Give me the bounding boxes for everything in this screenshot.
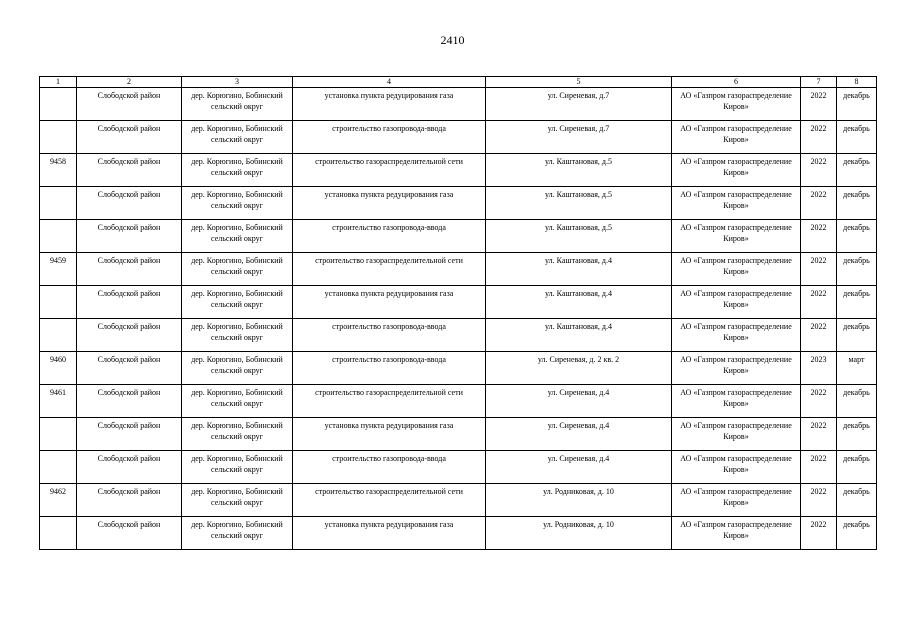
table-row	[40, 220, 877, 253]
year-cell: 2022	[801, 187, 837, 220]
month-cell: декабрь	[837, 418, 877, 451]
address-cell: ул. Сиреневая, д.4	[486, 451, 672, 484]
row-number-cell	[40, 451, 77, 484]
district-cell: Слободской район	[77, 286, 182, 319]
table-row	[40, 154, 877, 187]
organization-cell: АО «Газпром газораспределение Киров»	[672, 88, 801, 121]
table-row	[40, 418, 877, 451]
organization-cell: АО «Газпром газораспределение Киров»	[672, 451, 801, 484]
col-header: 5	[486, 77, 672, 88]
row-number-cell	[40, 319, 77, 352]
organization-cell: АО «Газпром газораспределение Киров»	[672, 319, 801, 352]
work-type-cell: строительство газопровода-ввода	[293, 121, 486, 154]
col-header: 3	[182, 77, 293, 88]
work-type-cell: установка пункта редуцирования газа	[293, 418, 486, 451]
address-cell: ул. Родниковая, д. 10	[486, 517, 672, 550]
work-type-cell: строительство газопровода-ввода	[293, 319, 486, 352]
district-cell: Слободской район	[77, 154, 182, 187]
locality-cell: дер. Корюгино, Бобинский сельский округ	[182, 88, 293, 121]
month-cell: декабрь	[837, 154, 877, 187]
district-cell: Слободской район	[77, 352, 182, 385]
year-cell: 2022	[801, 220, 837, 253]
row-number-cell	[40, 187, 77, 220]
district-cell: Слободской район	[77, 517, 182, 550]
year-cell: 2022	[801, 88, 837, 121]
organization-cell: АО «Газпром газораспределение Киров»	[672, 385, 801, 418]
month-cell: декабрь	[837, 187, 877, 220]
locality-cell: дер. Корюгино, Бобинский сельский округ	[182, 286, 293, 319]
table-row	[40, 517, 877, 550]
table-row	[40, 121, 877, 154]
table-row	[40, 385, 877, 418]
work-type-cell: установка пункта редуцирования газа	[293, 517, 486, 550]
gasification-table	[39, 76, 877, 550]
organization-cell: АО «Газпром газораспределение Киров»	[672, 121, 801, 154]
work-type-cell: строительство газораспределительной сети	[293, 253, 486, 286]
year-cell: 2022	[801, 418, 837, 451]
month-cell: декабрь	[837, 88, 877, 121]
address-cell: ул. Каштановая, д.5	[486, 187, 672, 220]
month-cell: декабрь	[837, 517, 877, 550]
col-header: 6	[672, 77, 801, 88]
locality-cell: дер. Корюгино, Бобинский сельский округ	[182, 418, 293, 451]
table-row	[40, 319, 877, 352]
col-header: 7	[801, 77, 837, 88]
row-number-cell	[40, 418, 77, 451]
address-cell: ул. Родниковая, д. 10	[486, 484, 672, 517]
locality-cell: дер. Корюгино, Бобинский сельский округ	[182, 484, 293, 517]
address-cell: ул. Каштановая, д.4	[486, 319, 672, 352]
table-row	[40, 187, 877, 220]
organization-cell: АО «Газпром газораспределение Киров»	[672, 154, 801, 187]
year-cell: 2023	[801, 352, 837, 385]
work-type-cell: строительство газораспределительной сети	[293, 154, 486, 187]
address-cell: ул. Каштановая, д.5	[486, 220, 672, 253]
work-type-cell: установка пункта редуцирования газа	[293, 187, 486, 220]
year-cell: 2022	[801, 319, 837, 352]
work-type-cell: строительство газопровода-ввода	[293, 352, 486, 385]
locality-cell: дер. Корюгино, Бобинский сельский округ	[182, 220, 293, 253]
page-number: 2410	[440, 33, 465, 47]
row-number-cell	[40, 88, 77, 121]
row-number-cell: 9459	[40, 253, 77, 286]
organization-cell: АО «Газпром газораспределение Киров»	[672, 187, 801, 220]
locality-cell: дер. Корюгино, Бобинский сельский округ	[182, 352, 293, 385]
address-cell: ул. Каштановая, д.4	[486, 286, 672, 319]
district-cell: Слободской район	[77, 451, 182, 484]
row-number-cell	[40, 220, 77, 253]
organization-cell: АО «Газпром газораспределение Киров»	[672, 286, 801, 319]
work-type-cell: установка пункта редуцирования газа	[293, 88, 486, 121]
work-type-cell: строительство газопровода-ввода	[293, 451, 486, 484]
year-cell: 2022	[801, 286, 837, 319]
month-cell: март	[837, 352, 877, 385]
district-cell: Слободской район	[77, 253, 182, 286]
row-number-cell	[40, 286, 77, 319]
month-cell: декабрь	[837, 385, 877, 418]
address-cell: ул. Сиреневая, д.7	[486, 88, 672, 121]
organization-cell: АО «Газпром газораспределение Киров»	[672, 352, 801, 385]
organization-cell: АО «Газпром газораспределение Киров»	[672, 220, 801, 253]
year-cell: 2022	[801, 121, 837, 154]
row-number-cell: 9460	[40, 352, 77, 385]
locality-cell: дер. Корюгино, Бобинский сельский округ	[182, 319, 293, 352]
year-cell: 2022	[801, 517, 837, 550]
year-cell: 2022	[801, 253, 837, 286]
month-cell: декабрь	[837, 253, 877, 286]
organization-cell: АО «Газпром газораспределение Киров»	[672, 253, 801, 286]
month-cell: декабрь	[837, 319, 877, 352]
locality-cell: дер. Корюгино, Бобинский сельский округ	[182, 517, 293, 550]
district-cell: Слободской район	[77, 220, 182, 253]
locality-cell: дер. Корюгино, Бобинский сельский округ	[182, 121, 293, 154]
address-cell: ул. Сиреневая, д.7	[486, 121, 672, 154]
month-cell: декабрь	[837, 121, 877, 154]
work-type-cell: строительство газопровода-ввода	[293, 220, 486, 253]
table-row	[40, 286, 877, 319]
district-cell: Слободской район	[77, 385, 182, 418]
address-cell: ул. Каштановая, д.4	[486, 253, 672, 286]
district-cell: Слободской район	[77, 484, 182, 517]
locality-cell: дер. Корюгино, Бобинский сельский округ	[182, 385, 293, 418]
month-cell: декабрь	[837, 484, 877, 517]
month-cell: декабрь	[837, 220, 877, 253]
work-type-cell: установка пункта редуцирования газа	[293, 286, 486, 319]
work-type-cell: строительство газораспределительной сети	[293, 484, 486, 517]
address-cell: ул. Сиреневая, д. 2 кв. 2	[486, 352, 672, 385]
header-row	[40, 77, 877, 88]
row-number-cell: 9458	[40, 154, 77, 187]
table-row	[40, 352, 877, 385]
work-type-cell: строительство газораспределительной сети	[293, 385, 486, 418]
table-row	[40, 88, 877, 121]
locality-cell: дер. Корюгино, Бобинский сельский округ	[182, 253, 293, 286]
table-row	[40, 484, 877, 517]
address-cell: ул. Сиреневая, д.4	[486, 385, 672, 418]
locality-cell: дер. Корюгино, Бобинский сельский округ	[182, 451, 293, 484]
row-number-cell: 9462	[40, 484, 77, 517]
organization-cell: АО «Газпром газораспределение Киров»	[672, 418, 801, 451]
address-cell: ул. Каштановая, д.5	[486, 154, 672, 187]
year-cell: 2022	[801, 385, 837, 418]
year-cell: 2022	[801, 484, 837, 517]
organization-cell: АО «Газпром газораспределение Киров»	[672, 484, 801, 517]
col-header: 2	[77, 77, 182, 88]
row-number-cell: 9461	[40, 385, 77, 418]
locality-cell: дер. Корюгино, Бобинский сельский округ	[182, 187, 293, 220]
year-cell: 2022	[801, 451, 837, 484]
table-row	[40, 451, 877, 484]
district-cell: Слободской район	[77, 418, 182, 451]
col-header: 8	[837, 77, 877, 88]
month-cell: декабрь	[837, 451, 877, 484]
district-cell: Слободской район	[77, 319, 182, 352]
table-row	[40, 253, 877, 286]
district-cell: Слободской район	[77, 88, 182, 121]
address-cell: ул. Сиреневая, д.4	[486, 418, 672, 451]
district-cell: Слободской район	[77, 187, 182, 220]
organization-cell: АО «Газпром газораспределение Киров»	[672, 517, 801, 550]
col-header: 4	[293, 77, 486, 88]
month-cell: декабрь	[837, 286, 877, 319]
district-cell: Слободской район	[77, 121, 182, 154]
row-number-cell	[40, 121, 77, 154]
year-cell: 2022	[801, 154, 837, 187]
row-number-cell	[40, 517, 77, 550]
col-header: 1	[40, 77, 77, 88]
locality-cell: дер. Корюгино, Бобинский сельский округ	[182, 154, 293, 187]
